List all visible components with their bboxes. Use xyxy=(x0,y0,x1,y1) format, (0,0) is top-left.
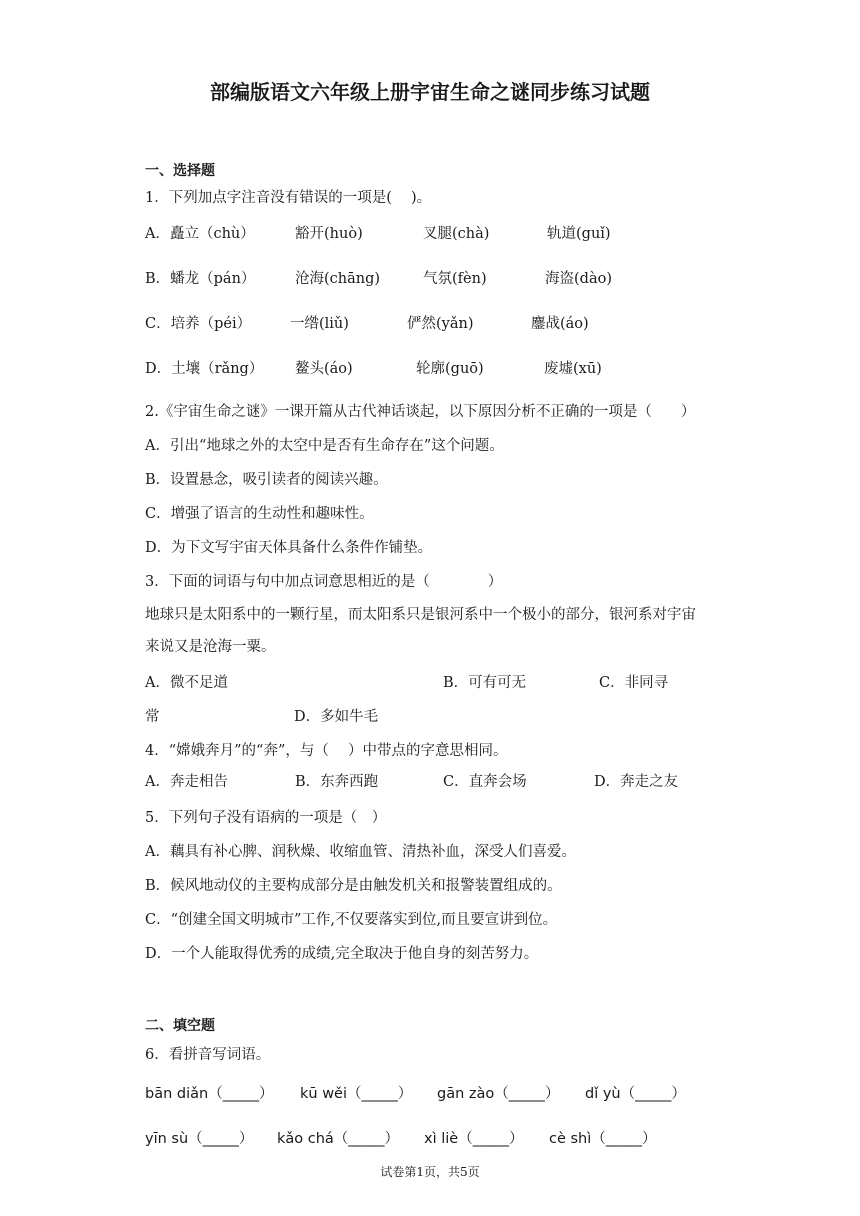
option-item: 轮廓(guō) xyxy=(416,361,484,377)
question-3-passage-line2: 来说又是沧海一粟。 xyxy=(145,639,276,655)
option-item: 气氛(fèn) xyxy=(423,271,487,287)
option-item: 俨然(yǎn) xyxy=(407,316,474,332)
question-2-option-b: B．设置悬念，吸引读者的阅读兴趣。 xyxy=(145,472,388,488)
option-item: 沧海(chāng) xyxy=(295,271,381,287)
question-5-stem: 5．下列句子没有语病的一项是（ ） xyxy=(145,810,387,826)
question-6-pinyin-row-1 xyxy=(145,1082,705,1104)
option-item: 轨道(guǐ) xyxy=(547,226,611,242)
page-footer: 试卷第1页，共5页 xyxy=(380,1165,480,1179)
section-heading-fill: 二、填空题 xyxy=(145,1018,215,1034)
question-6-stem: 6．看拼音写词语。 xyxy=(145,1047,271,1063)
pinyin-blank[interactable]: kū wěi（_____） xyxy=(300,1086,413,1102)
question-3-options-row-2 xyxy=(145,705,705,727)
question-3-option-c: C．非同寻 xyxy=(599,675,669,691)
section-heading-choice: 一、选择题 xyxy=(145,163,215,179)
option-item: 豁开(huò) xyxy=(295,226,363,242)
question-2-option-d: D．为下文写宇宙天体具备什么条件作铺垫。 xyxy=(145,540,433,556)
question-3-options-row xyxy=(145,671,705,693)
question-1-option-a xyxy=(145,222,705,244)
question-2-stem: 2.《宇宙生命之谜》一课开篇从古代神话谈起，以下原因分析不正确的一项是（ ） xyxy=(145,404,696,420)
pinyin-blank[interactable]: cè shì（_____） xyxy=(549,1131,657,1147)
question-5-option-a: A．藕具有补心脾、润秋燥、收缩血管、清热补血，深受人们喜爱。 xyxy=(145,844,576,860)
question-2-option-c: C．增强了语言的生动性和趣味性。 xyxy=(145,506,374,522)
page-title: 部编版语文六年级上册宇宙生命之谜同步练习试题 xyxy=(210,80,650,104)
question-3-passage-line1: 地球只是太阳系中的一颗行星，而太阳系只是银河系中一个极小的部分，银河系对宇宙 xyxy=(145,607,696,623)
question-4-option-a: A．奔走相告 xyxy=(145,774,228,790)
option-item: 一绺(liǔ) xyxy=(290,316,349,332)
question-3-option-b: B．可有可无 xyxy=(443,675,527,691)
option-item: C．培养（péi） xyxy=(145,316,252,332)
option-item: A．矗立（chù） xyxy=(145,226,255,242)
option-item: 废墟(xū) xyxy=(544,361,602,377)
question-4-option-c: C．直奔会场 xyxy=(443,774,527,790)
option-item: B．蟠龙（pán） xyxy=(145,271,256,287)
question-2-option-a: A．引出“地球之外的太空中是否有生命存在”这个问题。 xyxy=(145,438,504,454)
question-4-option-d: D．奔走之友 xyxy=(594,774,679,790)
question-3-option-d: D．多如牛毛 xyxy=(294,709,379,725)
option-item: D．土壤（rǎng） xyxy=(145,361,264,377)
question-3-option-a: A．微不足道 xyxy=(145,675,228,691)
pinyin-blank[interactable]: bān diǎn（_____） xyxy=(145,1086,274,1102)
question-3-stem: 3．下面的词语与句中加点词意思相近的是（ ） xyxy=(145,574,503,590)
question-4-option-b: B．东奔西跑 xyxy=(295,774,379,790)
pinyin-blank[interactable]: xì liè（_____） xyxy=(424,1131,524,1147)
question-1-stem: 1．下列加点字注音没有错误的一项是( )。 xyxy=(145,190,432,206)
pinyin-blank[interactable]: dǐ yù（_____） xyxy=(585,1086,686,1102)
pinyin-blank[interactable]: gān zào（_____） xyxy=(437,1086,560,1102)
option-item: 叉腿(chà) xyxy=(423,226,490,242)
option-item: 鳌头(áo) xyxy=(295,361,353,377)
option-item: 鏖战(áo) xyxy=(531,316,589,332)
question-4-stem: 4．“嫦娥奔月”的“奔”，与（ ）中带点的字意思相同。 xyxy=(145,743,508,759)
question-5-option-c: C．“创建全国文明城市”工作,不仅要落实到位,而且要宣讲到位。 xyxy=(145,912,558,928)
question-4-options-row xyxy=(145,770,705,792)
question-6-pinyin-row-2 xyxy=(145,1127,705,1149)
question-5-option-b: B．候风地动仪的主要构成部分是由触发机关和报警装置组成的。 xyxy=(145,878,562,894)
question-1-option-c xyxy=(145,312,705,334)
question-3-option-c-continued: 常 xyxy=(145,709,160,725)
question-5-option-d: D．一个人能取得优秀的成绩,完全取决于他自身的刻苦努力。 xyxy=(145,946,539,962)
question-1-option-b xyxy=(145,267,705,289)
option-item: 海盗(dào) xyxy=(545,271,612,287)
pinyin-blank[interactable]: kǎo chá（_____） xyxy=(277,1131,400,1147)
pinyin-blank[interactable]: yīn sù（_____） xyxy=(145,1131,254,1147)
question-1-option-d xyxy=(145,357,705,379)
